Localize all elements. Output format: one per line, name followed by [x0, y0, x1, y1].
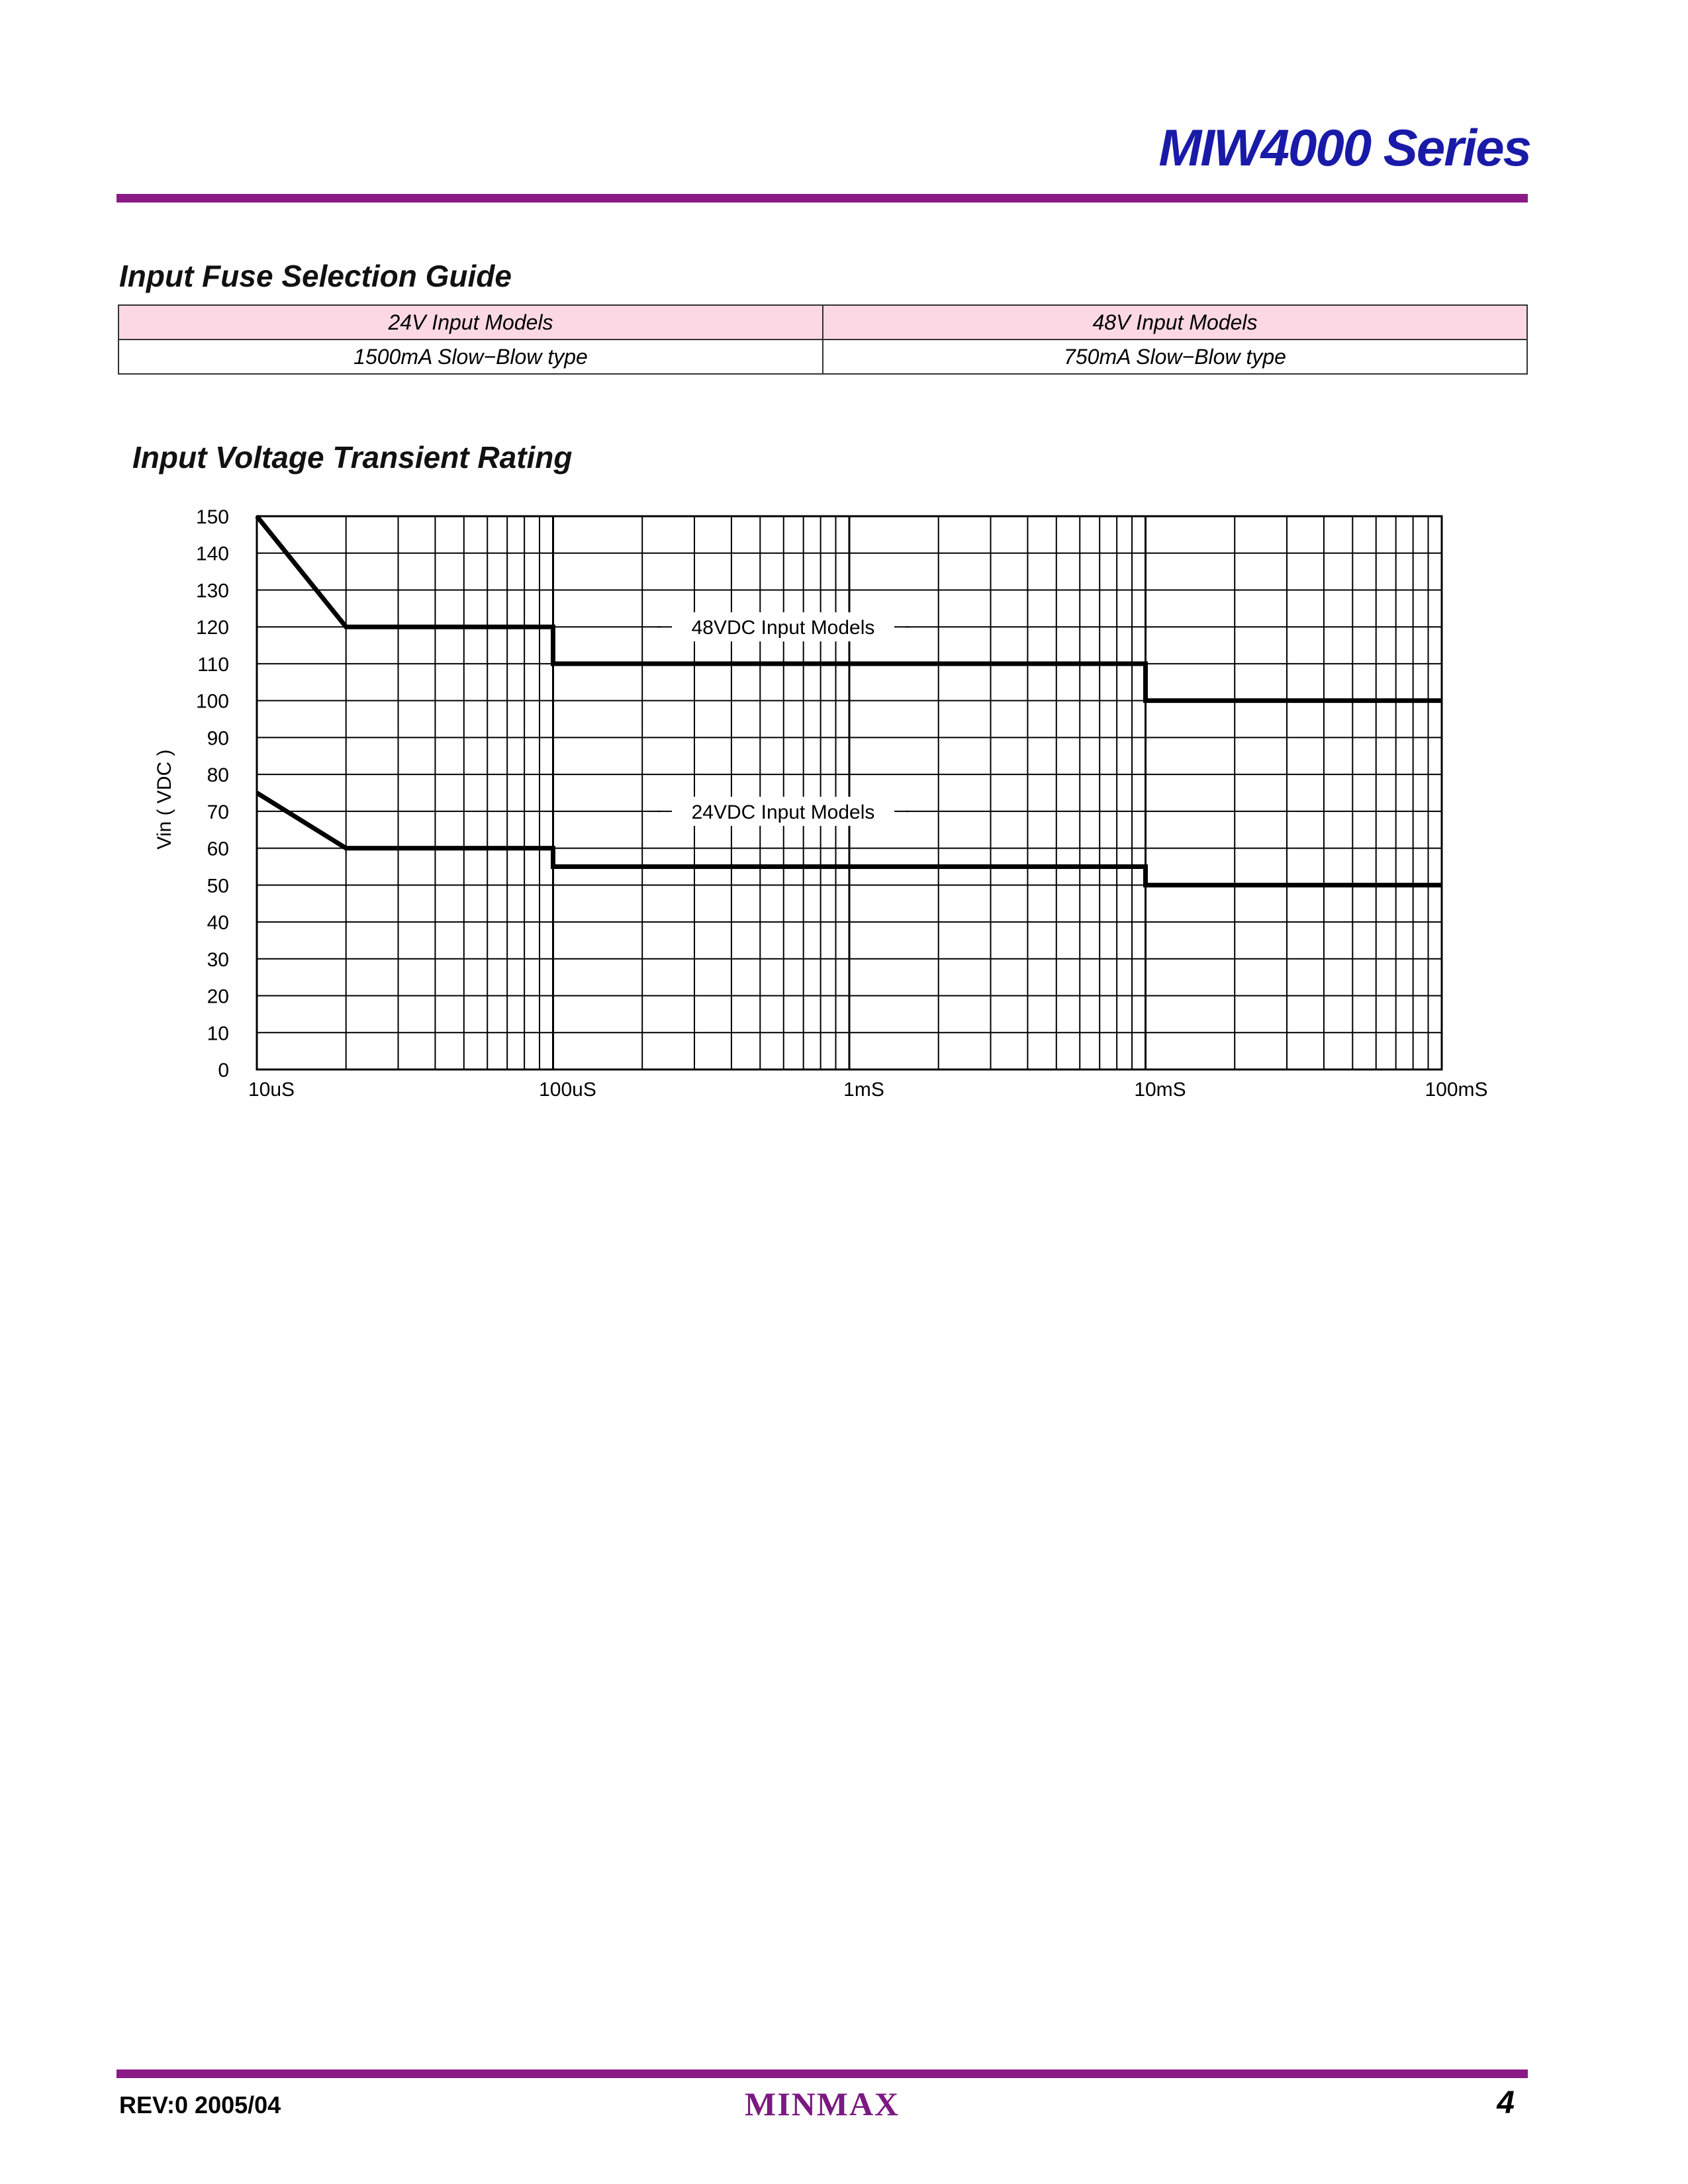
y-tick-label: 10 [207, 1023, 229, 1045]
y-tick-label: 40 [207, 912, 229, 934]
y-tick-label: 70 [207, 801, 229, 823]
minmax-logo: MINMAX [745, 2085, 900, 2122]
series-annotation: 48VDC Input Models [691, 617, 875, 639]
y-tick-label: 50 [207, 875, 229, 897]
revision-label: REV:0 2005/04 [119, 2091, 281, 2118]
y-tick-label: 90 [207, 727, 229, 750]
footer-rule [117, 2070, 1528, 2078]
y-tick-label: 20 [207, 985, 229, 1008]
header-cell-48v: 48V Input Models [823, 305, 1527, 340]
y-tick-label: 30 [207, 948, 229, 971]
y-tick-label: 80 [207, 764, 229, 787]
transient-rating-title: Input Voltage Transient Rating [132, 440, 573, 475]
page-number: 4 [1497, 2085, 1515, 2120]
y-tick-label: 150 [195, 506, 229, 528]
x-tick-label: 1mS [843, 1079, 884, 1101]
y-tick-label: 110 [197, 653, 229, 676]
y-tick-label: 0 [218, 1060, 229, 1081]
x-tick-label: 10mS [1134, 1079, 1186, 1101]
value-cell-48v: 750mA Slow−Blow type [823, 340, 1527, 374]
series-annotation: 24VDC Input Models [691, 801, 875, 823]
x-tick-label: 100mS [1425, 1079, 1488, 1101]
y-tick-label: 120 [195, 617, 229, 639]
series-title: MIW4000 Series [1158, 118, 1530, 177]
y-axis-label: Vin ( VDC ) [154, 749, 175, 850]
x-tick-label: 10uS [248, 1079, 295, 1101]
header-cell-24v: 24V Input Models [118, 305, 823, 340]
y-tick-label: 130 [195, 580, 229, 602]
fuse-guide-title: Input Fuse Selection Guide [119, 259, 512, 293]
value-cell-24v: 1500mA Slow−Blow type [118, 340, 823, 374]
y-tick-label: 140 [195, 543, 229, 565]
y-tick-label: 60 [207, 838, 229, 860]
y-tick-label: 100 [195, 690, 229, 713]
x-tick-label: 100uS [539, 1079, 596, 1101]
